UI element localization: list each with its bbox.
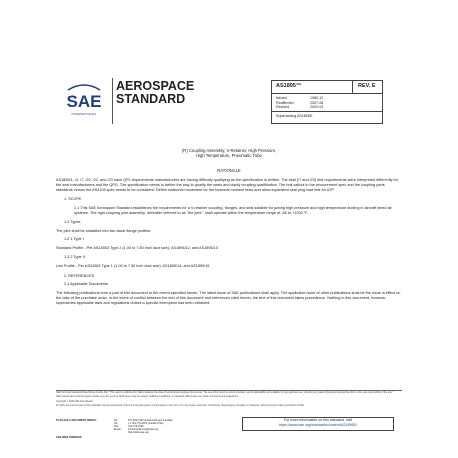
feedback-box: For more information on this standard, visit https://www.sae.org/standards/content/AS1895E/ — [242, 417, 394, 431]
web-address-label: SAE WEB ADDRESS: — [56, 436, 83, 439]
document-dates: Issued 1989-12 Reaffirmed 2007-06 Revised 2020-03 — [276, 96, 324, 110]
document-subject: (R) Coupling Assembly, V-Retainer, High Pressure, High Temperature, Pneumatic Tube — [181, 148, 277, 159]
logo-subtitle: INTERNATIONAL — [71, 112, 97, 116]
document-page — [50, 68, 408, 448]
types-intro: The joint shall be classified into two basic flange profiles: — [56, 228, 152, 233]
header-divider — [112, 78, 113, 124]
scope-heading: 1. SCOPE — [64, 197, 82, 202]
scope-paragraph: 1.1 This SAE Aerospace Standard establishes the requirements for a V-retainer coupling, flanges, and seal suitable for joining high pressure and high temperature ducting in aircraft bleed air systems. The rigid coupling joint assembly, hereafter referred to as "the joint," shall operate within the temperature range of -65 to +1200 °F. — [74, 206, 392, 215]
sae-logo-icon — [66, 82, 102, 112]
references-heading: 2. REFERENCES — [64, 273, 95, 278]
footer-rule — [56, 390, 402, 391]
type1-heading: 1.2.1 Type I — [64, 237, 84, 242]
footer-notice: SAE Technical Standards Board Rules provide that: "This report is published by SAE to advance the state of technical and engineering sciences. The use of this report is entirely voluntary, and its applicability and suitability for any particular use, including any patent infringement arising therefrom, is the sole responsibility of the user." SAE reviews each technical report at least every five years at which time it may be revised, reaffirmed, stabilized, or cancelled. SAE invites your written comments and suggestions. Copyright © 2020 SAE International All rights reserved. No part of this publication may be reproduced, stored in a retrieval system or transmitted, in any form or by any means, electronic, mechanical, photocopying, recording, or otherwise, without the prior written permission of SAE. — [56, 392, 394, 408]
rationale-heading: RATIONALE — [217, 168, 241, 173]
logo-text: SAE — [66, 92, 102, 111]
footer-contact — [56, 419, 402, 433]
standard-link[interactable]: https://www.sae.org/standards/content/AS1895E/ — [278, 422, 358, 427]
document-header — [50, 68, 408, 128]
references-text: The following publications form a part of this document to the extent specified herein. The latest issue of SAE publications shall apply. The applicable issue of other publications shall be the issue in effect on the date of the purchase order. In the event of conflict between the text of this document and references cited herein, the text of this document takes precedence. Nothing in this document, however, supersedes applicable laws and regulations unless a specific exemption has been obtained. — [56, 291, 401, 305]
superseding-note: Superseding AS1895D — [276, 114, 313, 118]
order-label: TO PLACE A DOCUMENT ORDER: — [56, 419, 97, 422]
document-body — [56, 178, 402, 310]
contact-list: Tel: 877-606-7323 (inside USA and Canada) Tel: +1 724-776-4970 (outside USA) Fax: 724-776-0790 Email: CustomerService@sae.org http://www.sae.org — [114, 419, 173, 435]
revision-label: REV. E — [358, 83, 376, 89]
rationale-text: AS1895/1, /4, /7, /20, /22, and /23 have QPL requirements manufacturers are having difficulty qualifying as the specification is written. The seal (/7 and /23) test requirements were interpreted differently for the seal manufacturers and the QPG. The specification needs to define the way to qualify the seals and clarify coupling qualification. The bolt callout in the procurement spec and the coupling parts standards versus the AS4108 spec needs to be consistent. Define rotational movement for the torsional moment tests and allow equivalent seal plug load test for ATP. — [56, 178, 398, 192]
document-number: AS1895™ — [276, 83, 302, 89]
type2-text: Low Profile - Per AS24563 Type 1 (1.00 to 7.50 inch duct size), AS1895/14, and AS1895/15 — [56, 263, 210, 268]
type1-text: Standard Profile - Per AS24563 Type 2 (1.00 to 7.50 inch duct size), AS1895/12, and AS1895/13 — [56, 246, 218, 251]
types-heading: 1.2 Types — [64, 219, 81, 224]
type2-heading: 1.2.2 Type II — [64, 254, 85, 259]
sae-website-link[interactable]: http://www.sae.org — [128, 431, 149, 435]
document-type-title: AEROSPACE STANDARD — [116, 79, 195, 106]
document-info-box — [271, 80, 383, 124]
applicable-docs-heading: 2.1 Applicable Documents — [64, 282, 108, 287]
